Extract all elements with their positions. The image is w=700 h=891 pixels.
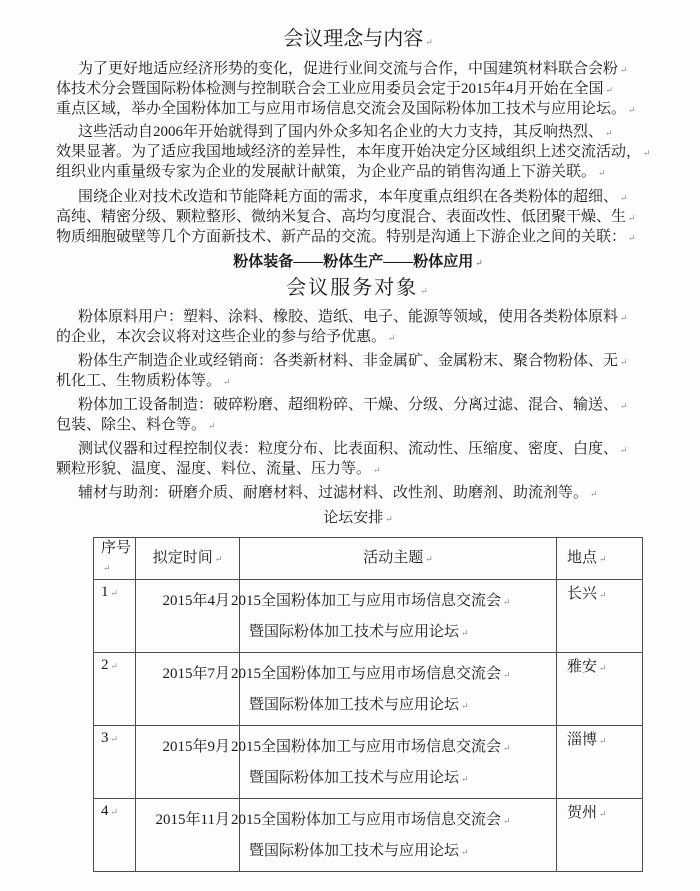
paragraph-line [56,460,660,480]
paragraph-text: 粉体生产制造企业或经销商：各类新材料、非金属矿、金属粉末、聚合物粉体、无 [78,353,619,369]
forum-schedule-table [93,537,643,872]
industry-chain-text: 粉体装备——粉体生产——粉体应用 [233,254,474,270]
cell-theme [231,799,557,872]
cell-text: 2015全国粉体加工与应用市场信息交流会 [231,739,502,755]
paragraph-mark: ↵ [110,588,119,598]
cell-number [94,580,136,653]
paragraph-text: 这些活动自2006年开始就得到了国内外众多知名企业的大力支持，其反响热烈、 [78,124,604,140]
theme-line-1 [231,811,556,831]
paragraph-mark: ↵ [620,401,628,411]
paragraph-mark: ↵ [503,743,511,753]
cell-text: 暨国际粉体加工技术与应用论坛 [249,770,460,786]
cell-text: 2015全国粉体加工与应用市场信息交流会 [231,812,502,828]
paragraph-mark: ↵ [373,465,381,475]
paragraph-mark: ↵ [605,128,613,138]
table-row-2 [94,653,643,726]
paragraph-text: 粉体加工设备制造：破碎粉磨、超细粉碎、干燥、分级、分离过滤、混合、输送、 [78,397,619,413]
cell-theme [231,726,557,799]
table-row-4 [94,799,643,872]
cell-text: 2015全国粉体加工与应用市场信息交流会 [231,593,502,609]
col-header-number [94,538,136,580]
cell-text: 3 [101,730,109,746]
service-paragraph-1 [56,308,660,348]
paragraph-mark: ↵ [620,445,628,455]
table-row-3 [94,726,643,799]
paragraph-mark: ↵ [103,563,111,573]
paragraph-mark: ↵ [420,286,430,296]
theme-line-2 [249,769,556,789]
paragraph-line [56,163,660,183]
paragraph-line [56,100,660,120]
cell-theme [231,653,557,726]
paragraph-mark: ↵ [425,553,433,564]
cell-text: 2015年7月 [162,666,230,682]
theme-line-1 [231,592,556,612]
paragraph-line [56,80,660,100]
paragraph-line [56,60,660,80]
col-header-location [557,538,643,580]
service-paragraph-4 [56,440,660,480]
paragraph-mark: ↵ [643,148,651,158]
paragraph-line [56,143,660,163]
col-header-text: 地点 [567,549,598,566]
paragraph-line [56,396,660,416]
paragraph-mark: ↵ [461,701,469,711]
paragraph-text: 重点区域，举办全国粉体加工与应用市场信息交流会及国际粉体加工技术与应用论坛。 [56,101,627,117]
paragraph-text: 高纯、精密分级、颗粒整形、微纳米复合、高均匀度混合、表面改性、低团聚干燥、生 [56,209,627,225]
industry-chain-line [56,253,660,273]
paragraph-line [56,440,660,460]
cell-text: 2015年9月 [162,739,230,755]
theme-line-2 [249,623,556,643]
cell-text: 2015年4月 [162,593,230,609]
paragraph-mark: ↵ [388,333,396,343]
paragraph-text: 为了更好地适应经济形势的变化，促进行业间交流与合作，中国建筑材料联合会粉 [78,61,619,77]
cell-text: 2015全国粉体加工与应用市场信息交流会 [231,666,502,682]
paragraph-line [56,328,660,348]
paragraph-text: 组织业内重量级专家为企业的发展献计献策，为企业产品的销售沟通上下游关联。 [56,164,597,180]
cell-location [557,726,643,799]
paragraph-mark: ↵ [110,807,119,817]
paragraph-line [56,484,660,504]
intro-paragraph-1 [56,60,660,120]
paragraph-mark: ↵ [503,670,511,680]
cell-time [136,653,240,726]
paragraph-mark: ↵ [475,258,483,268]
paragraph-mark: ↵ [590,489,598,499]
paragraph-text: 颗粒形貌、温度、湿度、料位、流量、压力等。 [56,461,372,477]
intro-paragraph-2 [56,123,660,183]
table-row-1 [94,580,643,653]
paragraph-line [56,228,660,248]
paragraph-mark: ↵ [628,233,636,243]
section-title-text: 会议服务对象 [286,277,419,299]
paragraph-line [56,372,660,392]
cell-number [94,799,136,872]
cell-time [136,726,240,799]
paragraph-mark: ↵ [461,847,469,857]
cell-text: 淄博 [567,732,598,748]
theme-line-1 [231,738,556,758]
cell-number [94,726,136,799]
theme-line-2 [249,842,556,862]
cell-text: 暨国际粉体加工技术与应用论坛 [249,697,460,713]
paragraph-line [56,352,660,372]
paragraph-mark: ↵ [620,313,628,323]
paragraph-mark: ↵ [385,514,393,524]
cell-theme [231,580,557,653]
paragraph-text: 辅材与助剂：研磨介质、耐磨材料、过滤材料、改性剂、助磨剂、助流剂等。 [78,485,589,501]
cell-time [136,799,240,872]
paragraph-mark: ↵ [605,85,614,95]
paragraph-mark: ↵ [620,65,628,75]
paragraph-line [56,308,660,328]
paragraph-mark: ↵ [110,661,119,671]
paragraph-text: 包装、除尘、料仓等。 [56,417,207,433]
paragraph-mark: ↵ [599,809,607,819]
theme-line-2 [249,696,556,716]
service-paragraph-3 [56,396,660,436]
paragraph-text: 围绕企业对技术改造和节能降耗方面的需求，本年度重点组织在各类粉体的超细、 [78,189,619,205]
cell-text: 暨国际粉体加工技术与应用论坛 [249,843,460,859]
cell-text: 雅安 [567,659,598,675]
paragraph-mark: ↵ [599,736,607,746]
intro-paragraph-3 [56,188,660,248]
paragraph-text: 体技术分会暨国际粉体检测与控制联合会工业应用委员会定于2015年4月开始在全国 [56,81,604,97]
theme-line-1 [231,665,556,685]
paragraph-mark: ↵ [628,213,636,223]
paragraph-line [56,208,660,228]
paragraph-mark: ↵ [598,168,606,178]
doc-title [56,26,660,55]
paragraph-text: 粉体原料用户：塑料、涂料、橡胶、造纸、电子、能源等领域，使用各类粉体原料 [78,309,619,325]
cell-text: 暨国际粉体加工技术与应用论坛 [249,624,460,640]
service-paragraph-2 [56,352,660,392]
paragraph-line [56,123,660,143]
cell-time [136,580,240,653]
paragraph-mark: ↵ [208,421,216,431]
cell-text: 2 [101,657,109,673]
paragraph-mark: ↵ [599,663,607,673]
paragraph-text: 效果显著。为了适应我国地域经济的差异性，本年度开始决定分区域组织上述交流活动， [56,144,642,160]
cell-location [557,653,643,726]
cell-text: 4 [101,803,109,819]
col-header-text: 拟定时间 [152,549,213,566]
paragraph-mark: ↵ [425,37,433,47]
paragraph-mark: ↵ [503,597,511,607]
paragraph-text: 物质细胞破壁等几个方面新技术、新产品的交流。特别是沟通上下游企业之间的关联： [56,229,627,245]
paragraph-mark: ↵ [599,590,607,600]
forum-schedule-title [56,509,660,529]
paragraph-line [56,188,660,208]
paragraph-mark: ↵ [223,377,231,387]
col-header-text: 活动主题 [363,549,424,566]
table-header-row [94,538,643,580]
cell-text: 2015年11月 [155,812,230,828]
paragraph-mark: ↵ [628,105,636,115]
paragraph-mark: ↵ [599,553,607,564]
paragraph-mark: ↵ [620,357,628,367]
paragraph-mark: ↵ [620,193,628,203]
cell-text: 贺州 [567,805,598,821]
paragraph-mark: ↵ [503,816,511,826]
col-header-time [136,538,240,580]
paragraph-text: 测试仪器和过程控制仪表：粒度分布、比表面积、流动性、压缩度、密度、白度、 [78,441,619,457]
paragraph-mark: ↵ [214,553,223,564]
paragraph-text: 机化工、生物质粉体等。 [56,373,222,389]
paragraph-text: 的企业，本次会议将对这些企业的参与给予优惠。 [56,329,387,345]
paragraph-mark: ↵ [461,774,469,784]
cell-location [557,580,643,653]
paragraph-mark: ↵ [110,734,119,744]
paragraph-line [56,416,660,436]
section-title-service-targets [56,275,660,304]
col-header-theme [240,538,557,580]
doc-title-text: 会议理念与内容 [283,28,424,50]
paragraph-mark: ↵ [461,628,469,638]
cell-location [557,799,643,872]
service-paragraph-5 [56,484,660,504]
cell-number [94,653,136,726]
cell-text: 长兴 [567,586,598,602]
forum-schedule-title-text: 论坛安排 [323,510,384,526]
col-header-text: 序号 [101,540,132,556]
cell-text: 1 [101,584,109,600]
